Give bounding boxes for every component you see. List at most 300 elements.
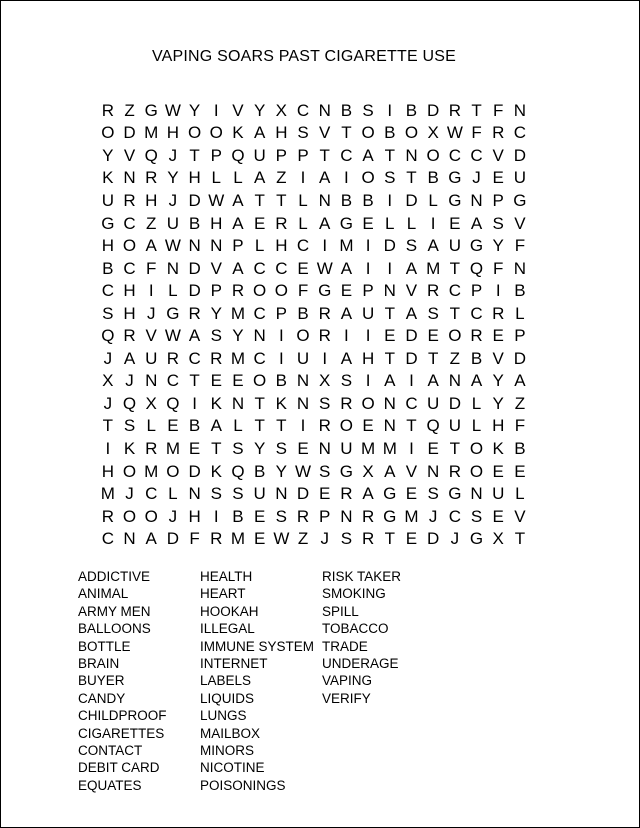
grid-letter: N	[383, 416, 396, 436]
grid-letter: R	[340, 393, 353, 413]
grid-letter: R	[123, 326, 136, 346]
grid-letter: F	[471, 123, 482, 143]
grid-letter: Q	[231, 461, 245, 481]
grid-letter: I	[365, 236, 371, 256]
grid-letter: K	[275, 393, 288, 413]
grid-letter: X	[102, 371, 114, 391]
grid-letter: T	[341, 123, 352, 143]
grid-letter: B	[362, 190, 374, 210]
grid-letter: W	[164, 326, 181, 346]
grid-letter: A	[362, 145, 374, 165]
grid-letter: I	[322, 236, 328, 256]
grid-letter: Q	[469, 258, 484, 278]
grid-letter: J	[428, 506, 438, 526]
grid-letter: N	[275, 484, 288, 504]
word-list-item: MINORS	[200, 742, 254, 758]
grid-letter: V	[514, 506, 526, 526]
grid-letter: M	[230, 529, 246, 549]
grid-letter: R	[296, 506, 310, 526]
grid-letter: E	[384, 326, 396, 346]
grid-letter: G	[448, 190, 462, 210]
grid-letter: B	[188, 213, 201, 233]
grid-letter: T	[384, 529, 395, 549]
grid-letter: D	[427, 100, 440, 120]
grid-letter: I	[365, 258, 371, 278]
grid-letter: T	[276, 416, 287, 436]
grid-letter: T	[471, 100, 482, 120]
grid-letter: W	[446, 123, 463, 143]
grid-letter: V	[405, 281, 418, 301]
grid-letter: G	[383, 506, 397, 526]
grid-letter: S	[275, 438, 288, 458]
grid-letter: P	[297, 145, 309, 165]
grid-letter: I	[300, 416, 306, 436]
grid-letter: P	[210, 145, 222, 165]
grid-letter: W	[316, 258, 333, 278]
grid-row	[97, 99, 531, 122]
grid-letter: N	[318, 438, 331, 458]
grid-letter: T	[254, 190, 265, 210]
grid-letter: T	[384, 145, 395, 165]
grid-letter: C	[101, 529, 114, 549]
grid-letter: R	[101, 100, 114, 120]
grid-letter: E	[492, 168, 504, 188]
grid-letter: M	[144, 123, 159, 143]
grid-letter: E	[362, 416, 374, 436]
grid-letter: V	[514, 213, 526, 233]
grid-letter: E	[449, 213, 461, 233]
grid-letter: E	[492, 461, 504, 481]
grid-letter: F	[493, 258, 504, 278]
grid-letter: V	[145, 326, 157, 346]
word-list-item: VAPING	[322, 673, 373, 689]
grid-letter: B	[427, 168, 439, 188]
word-list-item: ADDICTIVE	[78, 569, 151, 584]
grid-letter: G	[318, 281, 332, 301]
grid-letter: C	[448, 145, 461, 165]
grid-letter: S	[340, 371, 353, 391]
grid-letter: A	[470, 213, 483, 233]
grid-letter: Y	[492, 236, 504, 256]
grid-letter: M	[165, 438, 180, 458]
grid-letter: T	[254, 393, 265, 413]
grid-letter: M	[426, 258, 441, 278]
grid-letter: R	[101, 506, 114, 526]
grid-letter: U	[253, 484, 266, 504]
grid-letter: Q	[144, 145, 158, 165]
grid-letter: R	[361, 506, 375, 526]
grid-letter: K	[123, 438, 136, 458]
grid-letter: J	[103, 393, 113, 413]
grid-letter: U	[145, 348, 158, 368]
grid-letter: D	[188, 281, 201, 301]
grid-letter: U	[448, 236, 461, 256]
grid-letter: X	[275, 100, 288, 120]
grid-letter: L	[233, 168, 243, 188]
grid-letter: D	[188, 190, 201, 210]
grid-letter: L	[298, 213, 308, 233]
grid-letter: D	[188, 461, 201, 481]
grid-row	[97, 234, 531, 257]
grid-letter: J	[103, 348, 113, 368]
grid-letter: N	[231, 393, 245, 413]
grid-letter: B	[102, 258, 114, 278]
grid-letter: A	[340, 258, 353, 278]
grid-letter: O	[253, 371, 267, 391]
grid-letter: V	[123, 145, 136, 165]
word-list-item: MAILBOX	[200, 725, 261, 741]
word-list-item: UNDERAGE	[322, 655, 399, 671]
grid-row	[97, 527, 531, 550]
grid-letter: T	[427, 348, 439, 368]
grid-letter: H	[145, 190, 158, 210]
grid-letter: H	[101, 461, 114, 481]
grid-letter: I	[192, 393, 197, 413]
grid-letter: M	[230, 348, 246, 368]
grid-letter: F	[189, 529, 200, 549]
grid-letter: E	[405, 529, 418, 549]
grid-letter: G	[101, 213, 115, 233]
grid-letter: S	[384, 168, 396, 188]
grid-letter: D	[123, 123, 136, 143]
grid-letter: C	[296, 100, 310, 120]
grid-row	[97, 122, 531, 145]
grid-letter: F	[297, 281, 309, 301]
grid-letter: B	[405, 100, 418, 120]
grid-letter: R	[470, 326, 483, 346]
grid-letter: F	[146, 258, 157, 278]
grid-letter: P	[470, 281, 483, 301]
grid-letter: Z	[514, 393, 526, 413]
grid-letter: J	[146, 303, 156, 323]
grid-letter: T	[449, 438, 461, 458]
grid-letter: D	[405, 348, 418, 368]
grid-letter: C	[188, 348, 201, 368]
grid-letter: A	[384, 371, 396, 391]
grid-letter: C	[253, 348, 266, 368]
grid-letter: B	[384, 123, 396, 143]
grid-letter: D	[383, 236, 396, 256]
grid-letter: A	[405, 258, 418, 278]
word-list-item: ARMY MEN	[78, 603, 151, 619]
grid-letter: S	[319, 461, 331, 481]
grid-letter: N	[145, 371, 158, 391]
grid-letter: Q	[101, 326, 115, 346]
grid-letter: R	[188, 303, 201, 323]
grid-letter: N	[210, 236, 223, 256]
grid-letter: P	[275, 303, 288, 323]
grid-letter: K	[102, 168, 114, 188]
grid-letter: R	[145, 438, 158, 458]
grid-letter: O	[339, 416, 354, 436]
grid-letter: K	[210, 393, 222, 413]
grid-row	[97, 212, 531, 235]
grid-letter: U	[296, 348, 310, 368]
grid-letter: C	[470, 145, 483, 165]
word-list-item: RISK TAKER	[322, 569, 402, 584]
grid-letter: N	[166, 258, 180, 278]
grid-letter: T	[189, 371, 200, 391]
grid-letter: G	[144, 100, 158, 120]
grid-letter: W	[164, 100, 181, 120]
word-list-item: BALLOONS	[78, 621, 151, 637]
grid-letter: B	[340, 190, 353, 210]
grid-letter: A	[319, 213, 331, 233]
grid-letter: S	[492, 213, 504, 233]
grid-letter: O	[166, 461, 180, 481]
grid-letter: Z	[297, 529, 309, 549]
grid-letter: W	[273, 529, 290, 549]
grid-letter: Q	[426, 416, 440, 436]
grid-letter: M	[230, 303, 246, 323]
grid-letter: R	[210, 348, 223, 368]
grid-letter: L	[515, 484, 525, 504]
grid-letter: U	[492, 484, 505, 504]
word-list-item: NICOTINE	[200, 760, 265, 776]
grid-letter: P	[210, 281, 222, 301]
grid-letter: S	[232, 438, 244, 458]
grid-letter: Z	[124, 100, 135, 120]
grid-letter: E	[427, 438, 439, 458]
grid-letter: E	[492, 506, 504, 526]
grid-letter: B	[470, 348, 483, 368]
grid-letter: S	[123, 416, 136, 436]
grid-letter: N	[383, 393, 396, 413]
grid-letter: K	[210, 461, 222, 481]
grid-letter: A	[405, 303, 418, 323]
grid-letter: P	[275, 145, 288, 165]
grid-letter: Y	[492, 371, 504, 391]
grid-letter: P	[492, 190, 504, 210]
grid-letter: P	[319, 506, 331, 526]
grid-row	[97, 482, 531, 505]
grid-letter: E	[210, 371, 222, 391]
grid-letter: X	[492, 529, 504, 549]
grid-row	[97, 324, 531, 347]
grid-letter: E	[253, 529, 266, 549]
word-list-item: EQUATES	[78, 777, 142, 793]
word-list-item: HOOKAH	[200, 603, 259, 619]
word-list-item: HEALTH	[200, 569, 253, 584]
grid-letter: S	[232, 484, 244, 504]
word-list-item: POISONINGS	[200, 777, 286, 793]
grid-row	[97, 415, 531, 438]
grid-letter: N	[513, 100, 527, 120]
grid-letter: X	[319, 371, 331, 391]
grid-letter: X	[427, 123, 439, 143]
grid-letter: T	[384, 348, 395, 368]
grid-letter: B	[297, 303, 309, 323]
grid-letter: O	[469, 461, 484, 481]
grid-letter: N	[188, 484, 201, 504]
grid-letter: L	[385, 213, 395, 233]
grid-letter: I	[213, 506, 219, 526]
grid-letter: I	[387, 190, 393, 210]
grid-letter: Z	[276, 168, 287, 188]
grid-letter: E	[167, 416, 179, 436]
grid-letter: O	[469, 438, 484, 458]
grid-letter: X	[145, 393, 157, 413]
grid-letter: Y	[253, 100, 266, 120]
grid-row	[97, 279, 531, 302]
grid-letter: B	[340, 100, 353, 120]
grid-letter: L	[168, 281, 178, 301]
grid-letter: U	[513, 168, 527, 188]
grid-letter: O	[144, 506, 158, 526]
grid-letter: O	[361, 123, 375, 143]
word-list-item: ANIMAL	[78, 586, 129, 602]
grid-letter: O	[361, 393, 375, 413]
grid-letter: Y	[253, 438, 266, 458]
grid-letter: B	[514, 438, 526, 458]
grid-letter: H	[123, 303, 136, 323]
grid-letter: L	[471, 416, 482, 436]
grid-row	[97, 370, 531, 393]
word-list-item: HEART	[200, 586, 246, 602]
grid-letter: G	[469, 529, 484, 549]
grid-letter: U	[361, 303, 375, 323]
grid-letter: R	[492, 303, 505, 323]
grid-letter: U	[101, 190, 114, 210]
grid-letter: L	[211, 168, 222, 188]
grid-letter: N	[427, 461, 440, 481]
grid-letter: I	[105, 438, 111, 458]
grid-letter: L	[515, 303, 525, 323]
grid-row	[97, 392, 531, 415]
grid-letter: A	[319, 168, 331, 188]
grid-letter: A	[123, 348, 136, 368]
grid-letter: Y	[492, 393, 504, 413]
grid-letter: H	[188, 168, 201, 188]
grid-letter: O	[274, 281, 288, 301]
word-list-item: BRAIN	[78, 655, 120, 671]
grid-letter: Y	[102, 145, 114, 165]
grid-row	[97, 144, 531, 167]
grid-letter: Y	[275, 461, 288, 481]
grid-letter: N	[318, 190, 331, 210]
grid-letter: W	[208, 190, 225, 210]
grid-letter: N	[470, 190, 483, 210]
grid-letter: C	[166, 371, 180, 391]
grid-letter: V	[492, 348, 504, 368]
grid-letter: S	[427, 303, 439, 323]
grid-letter: B	[514, 281, 526, 301]
grid-letter: A	[145, 529, 157, 549]
grid-letter: G	[469, 236, 484, 256]
grid-letter: C	[296, 236, 310, 256]
word-column	[322, 568, 444, 794]
word-list	[78, 568, 444, 794]
word-list-item: CIGARETTES	[78, 725, 165, 741]
grid-letter: D	[513, 145, 527, 165]
grid-letter: O	[209, 123, 223, 143]
grid-letter: J	[320, 529, 329, 549]
grid-letter: N	[405, 145, 418, 165]
grid-letter: C	[123, 213, 136, 233]
grid-letter: A	[145, 236, 157, 256]
grid-letter: N	[188, 236, 201, 256]
grid-letter: A	[384, 461, 396, 481]
grid-letter: C	[275, 258, 288, 278]
grid-letter: D	[405, 190, 418, 210]
grid-letter: I	[322, 348, 328, 368]
grid-letter: T	[449, 258, 461, 278]
grid-letter: L	[298, 190, 308, 210]
word-list-item: BOTTLE	[78, 638, 131, 654]
grid-letter: A	[232, 190, 244, 210]
grid-letter: Z	[146, 213, 157, 233]
grid-letter: S	[405, 236, 418, 256]
word-column	[78, 568, 200, 794]
grid-letter: N	[448, 371, 461, 391]
grid-letter: D	[427, 529, 440, 549]
grid-letter: Y	[210, 303, 222, 323]
grid-letter: J	[472, 168, 481, 188]
grid-letter: E	[232, 371, 244, 391]
word-list-item: ILLEGAL	[200, 621, 255, 637]
grid-letter: I	[278, 348, 284, 368]
grid-letter: Q	[122, 393, 137, 413]
grid-letter: Y	[188, 100, 201, 120]
grid-letter: G	[166, 303, 180, 323]
grid-letter: J	[125, 371, 134, 391]
grid-letter: N	[253, 326, 266, 346]
grid-letter: E	[362, 213, 374, 233]
grid-letter: D	[296, 484, 310, 504]
grid-letter: L	[168, 484, 178, 504]
grid-letter: H	[275, 236, 288, 256]
grid-letter: I	[344, 168, 349, 188]
grid-letter: W	[295, 461, 312, 481]
grid-letter: N	[340, 506, 353, 526]
grid-letter: O	[122, 506, 137, 526]
grid-letter: S	[102, 303, 114, 323]
word-list-item: CANDY	[78, 690, 126, 706]
grid-letter: R	[492, 123, 505, 143]
grid-letter: N	[513, 258, 527, 278]
grid-letter: U	[448, 416, 461, 436]
grid-letter: I	[430, 213, 436, 233]
grid-letter: L	[428, 190, 438, 210]
grid-letter: C	[101, 281, 114, 301]
grid-letter: E	[514, 461, 526, 481]
grid-letter: R	[231, 281, 245, 301]
grid-letter: A	[232, 213, 244, 233]
grid-letter: G	[383, 484, 397, 504]
grid-letter: R	[448, 461, 461, 481]
grid-letter: I	[344, 326, 349, 346]
grid-letter: S	[470, 506, 483, 526]
grid-letter: O	[404, 123, 419, 143]
grid-letter: O	[187, 123, 202, 143]
grid-letter: C	[340, 145, 353, 165]
grid-letter: V	[232, 100, 244, 120]
grid-letter: N	[296, 393, 310, 413]
grid-letter: E	[297, 258, 309, 278]
grid-letter: H	[188, 506, 201, 526]
grid-letter: O	[122, 461, 137, 481]
grid-letter: E	[297, 438, 309, 458]
grid-letter: Q	[231, 145, 245, 165]
grid-letter: C	[253, 303, 266, 323]
grid-letter: N	[383, 281, 396, 301]
grid-letter: S	[275, 506, 288, 526]
grid-letter: T	[189, 145, 200, 165]
grid-letter: F	[514, 236, 526, 256]
grid-letter: S	[210, 484, 222, 504]
grid-letter: G	[339, 213, 354, 233]
grid-letter: A	[340, 303, 353, 323]
